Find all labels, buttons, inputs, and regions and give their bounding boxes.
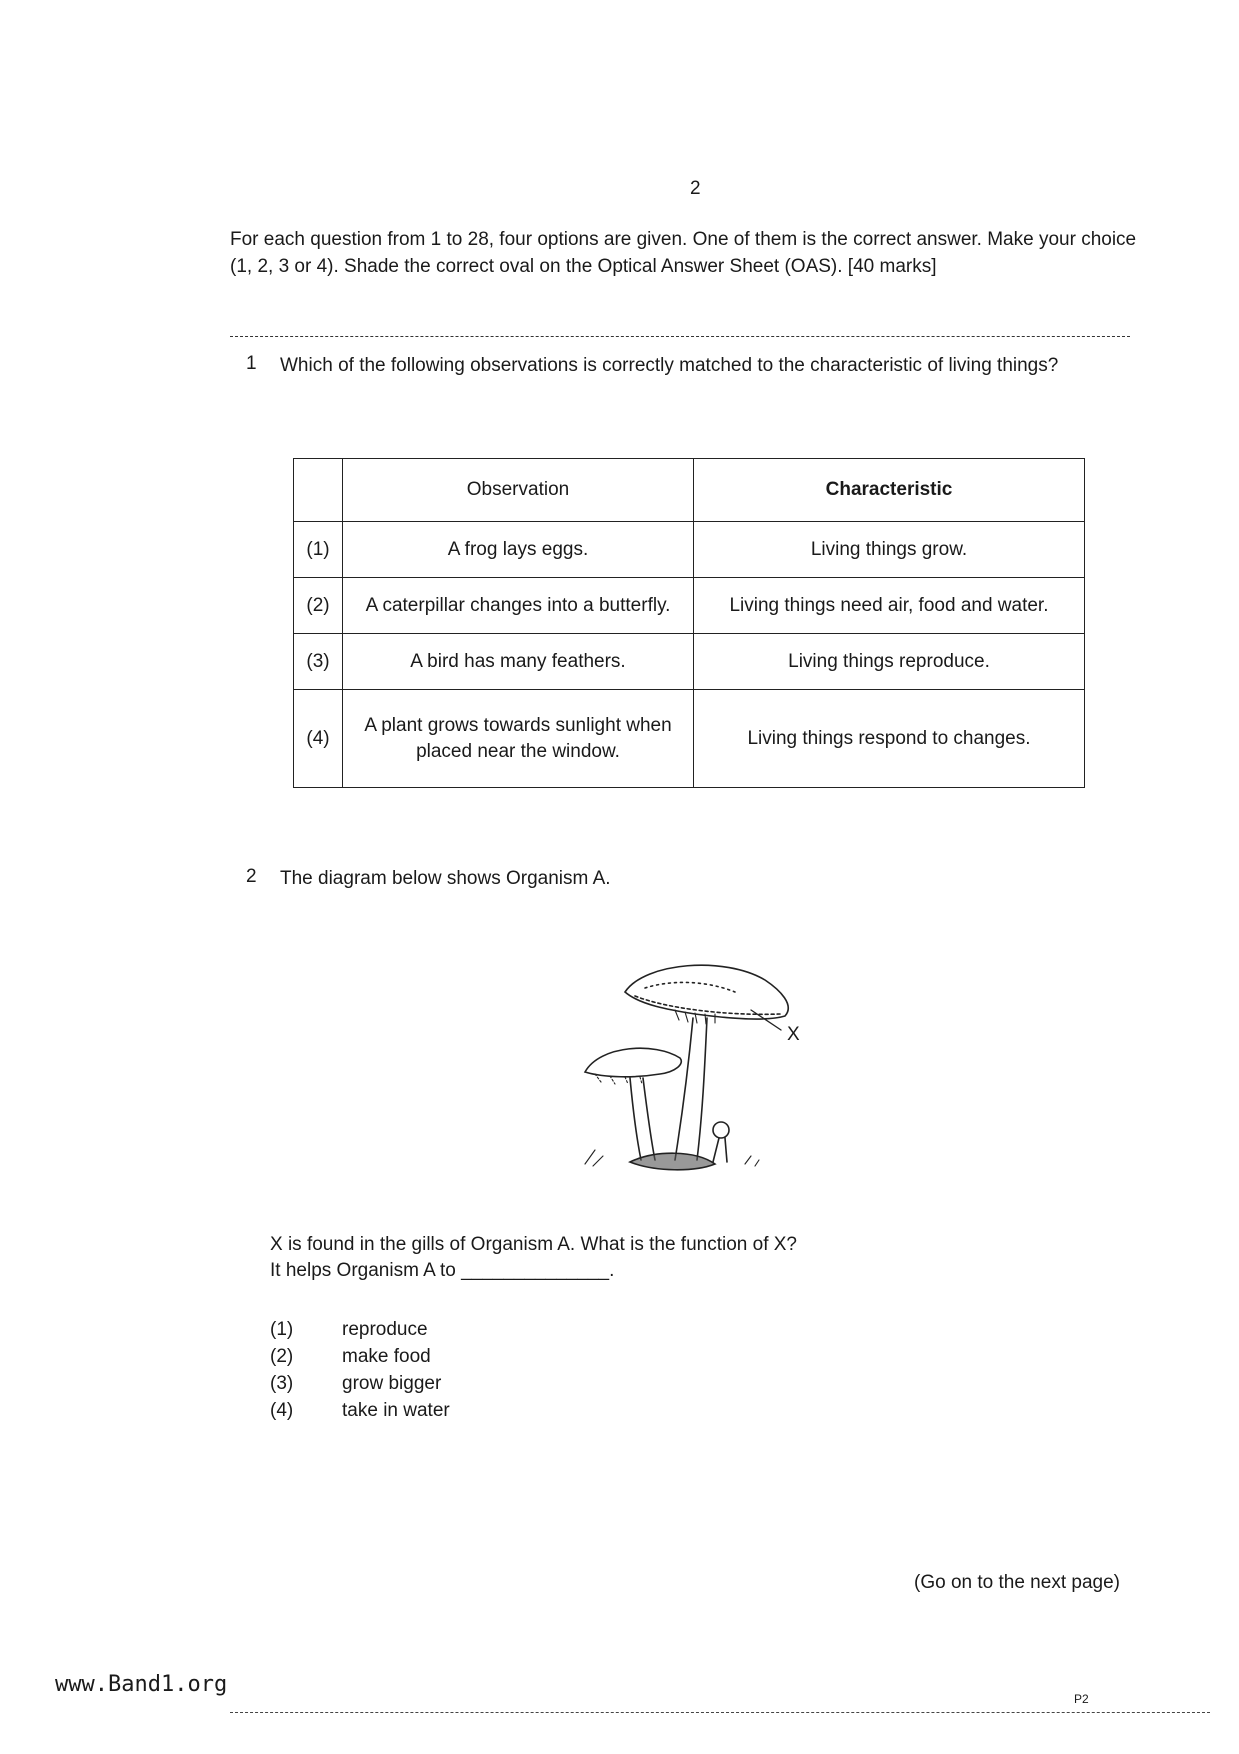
observation-cell: A bird has many feathers. — [343, 634, 694, 690]
instructions: For each question from 1 to 28, four options are given. One of them is the correct answer. Make your choice (1, 2, 3 or 4). Shade the correct oval on the Optical Answer Sheet (OAS). [40 marks] — [230, 229, 1137, 277]
table-header-characteristic: Characteristic — [694, 459, 1085, 522]
option-number: (2) — [270, 1346, 294, 1367]
observation-cell: A frog lays eggs. — [343, 522, 694, 578]
option-text: grow bigger — [342, 1373, 442, 1394]
option-number: (4) — [270, 1400, 294, 1421]
option-text: make food — [342, 1346, 431, 1367]
table-header-row — [294, 459, 1085, 522]
table-header-blank — [294, 459, 343, 522]
question-2-follow-up — [270, 1232, 1170, 1284]
question-2-follow-up-line1: X is found in the gills of Organism A. What is the function of X? — [270, 1234, 797, 1255]
option-item — [270, 1316, 450, 1343]
question-2-options — [270, 1316, 450, 1424]
question-2-follow-up-line2: It helps Organism A to ______________. — [270, 1260, 615, 1281]
row-label: (4) — [294, 690, 343, 788]
table-header-observation: Observation — [343, 459, 694, 522]
characteristic-cell: Living things need air, food and water. — [694, 578, 1085, 634]
table-row — [294, 522, 1085, 578]
option-number: (3) — [270, 1373, 294, 1394]
characteristic-cell: Living things respond to changes. — [694, 690, 1085, 788]
option-text: reproduce — [342, 1319, 428, 1340]
row-label: (1) — [294, 522, 343, 578]
table-row — [294, 634, 1085, 690]
option-text: take in water — [342, 1400, 450, 1421]
diagram-label-x: X — [787, 1024, 800, 1045]
table-row — [294, 578, 1085, 634]
corner-mark: P2 — [1074, 1692, 1089, 1706]
option-item — [270, 1343, 450, 1370]
table-row — [294, 690, 1085, 788]
characteristic-cell: Living things reproduce. — [694, 634, 1085, 690]
observation-cell: A caterpillar changes into a butterfly. — [343, 578, 694, 634]
question-1-text: Which of the following observations is correctly matched to the characteristic of living things? — [280, 355, 1059, 376]
bottom-divider — [230, 1712, 1210, 1713]
mushroom-diagram — [575, 950, 835, 1200]
characteristic-cell: Living things grow. — [694, 522, 1085, 578]
page-number: 2 — [690, 178, 701, 199]
row-label: (3) — [294, 634, 343, 690]
go-on-next-page: (Go on to the next page) — [914, 1572, 1120, 1593]
question-2-number: 2 — [246, 866, 257, 887]
observation-cell: A plant grows towards sunlight when placed near the window. — [343, 690, 694, 788]
row-label: (2) — [294, 578, 343, 634]
option-item — [270, 1397, 450, 1424]
question-1-number: 1 — [246, 353, 257, 374]
question-2-text: The diagram below shows Organism A. — [280, 868, 611, 889]
option-number: (1) — [270, 1319, 294, 1340]
option-item — [270, 1370, 450, 1397]
divider — [230, 336, 1130, 337]
mushroom-illustration — [575, 950, 835, 1200]
watermark-url: www.Band1.org — [55, 1672, 228, 1697]
observation-table — [293, 458, 1085, 788]
